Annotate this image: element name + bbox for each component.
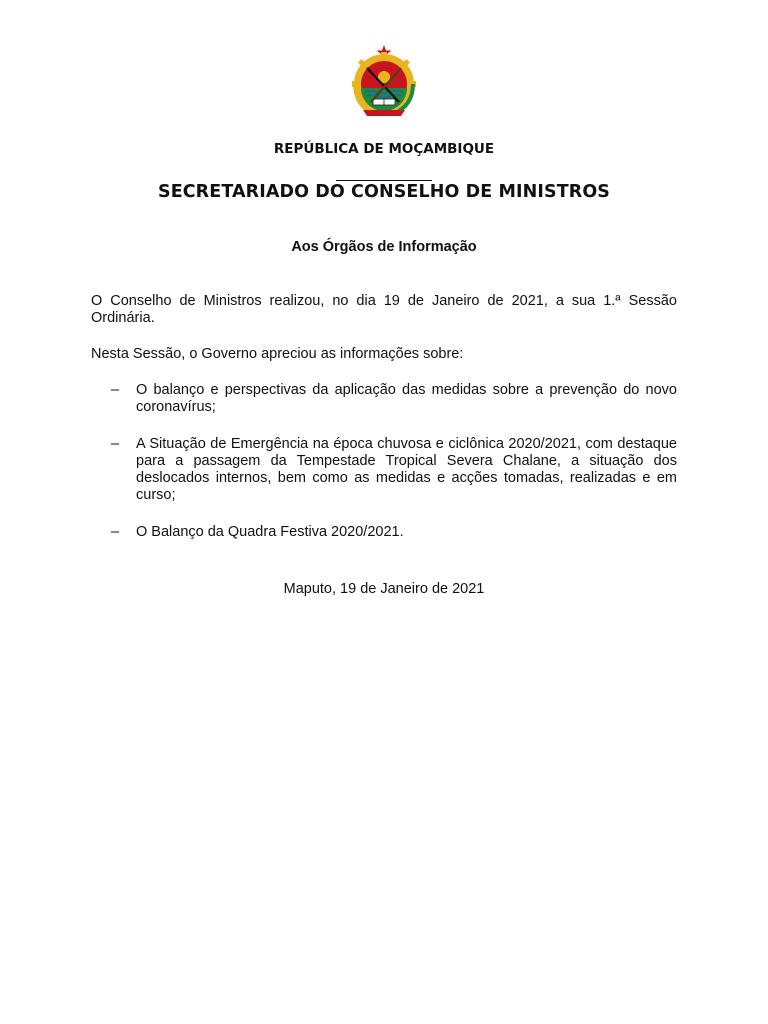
list-item-text: A Situação de Emergência na época chuvosa e ciclônica 2020/2021, com destaque para a passagem da Tempestade Tropical Severa Chalane, a situação dos deslocados internos, bem como as medidas e acções tomadas, realizadas e em curso;: [136, 436, 677, 503]
republic-title: REPÚBLICA DE MOÇAMBIQUE: [273, 141, 495, 157]
list-item-text: O balanço e perspectivas da aplicação das medidas sobre a prevenção do novo coronavírus;: [136, 382, 677, 415]
national-emblem-icon: [349, 44, 419, 118]
list-item: [91, 382, 677, 416]
recipient-heading: Aos Órgãos de Informação: [291, 239, 477, 255]
list-item: [91, 524, 677, 541]
secretariat-title: SECRETARIADO DO CONSELHO DE MINISTROS: [157, 182, 611, 202]
paragraph-session: O Conselho de Ministros realizou, no dia 19 de Janeiro de 2021, a sua 1.ª Sessão Ordinária.: [91, 293, 677, 326]
place-date: Maputo, 19 de Janeiro de 2021: [283, 581, 485, 597]
bullet-dash: –: [111, 436, 120, 452]
paragraph-intro: Nesta Sessão, o Governo apreciou as informações sobre:: [91, 346, 464, 362]
bullet-dash: –: [111, 382, 120, 398]
list-item: [91, 436, 677, 504]
bullet-dash: –: [111, 524, 120, 540]
topics-list: [91, 382, 677, 541]
title-divider: [336, 180, 432, 181]
list-item-text: O Balanço da Quadra Festiva 2020/2021.: [136, 524, 404, 540]
